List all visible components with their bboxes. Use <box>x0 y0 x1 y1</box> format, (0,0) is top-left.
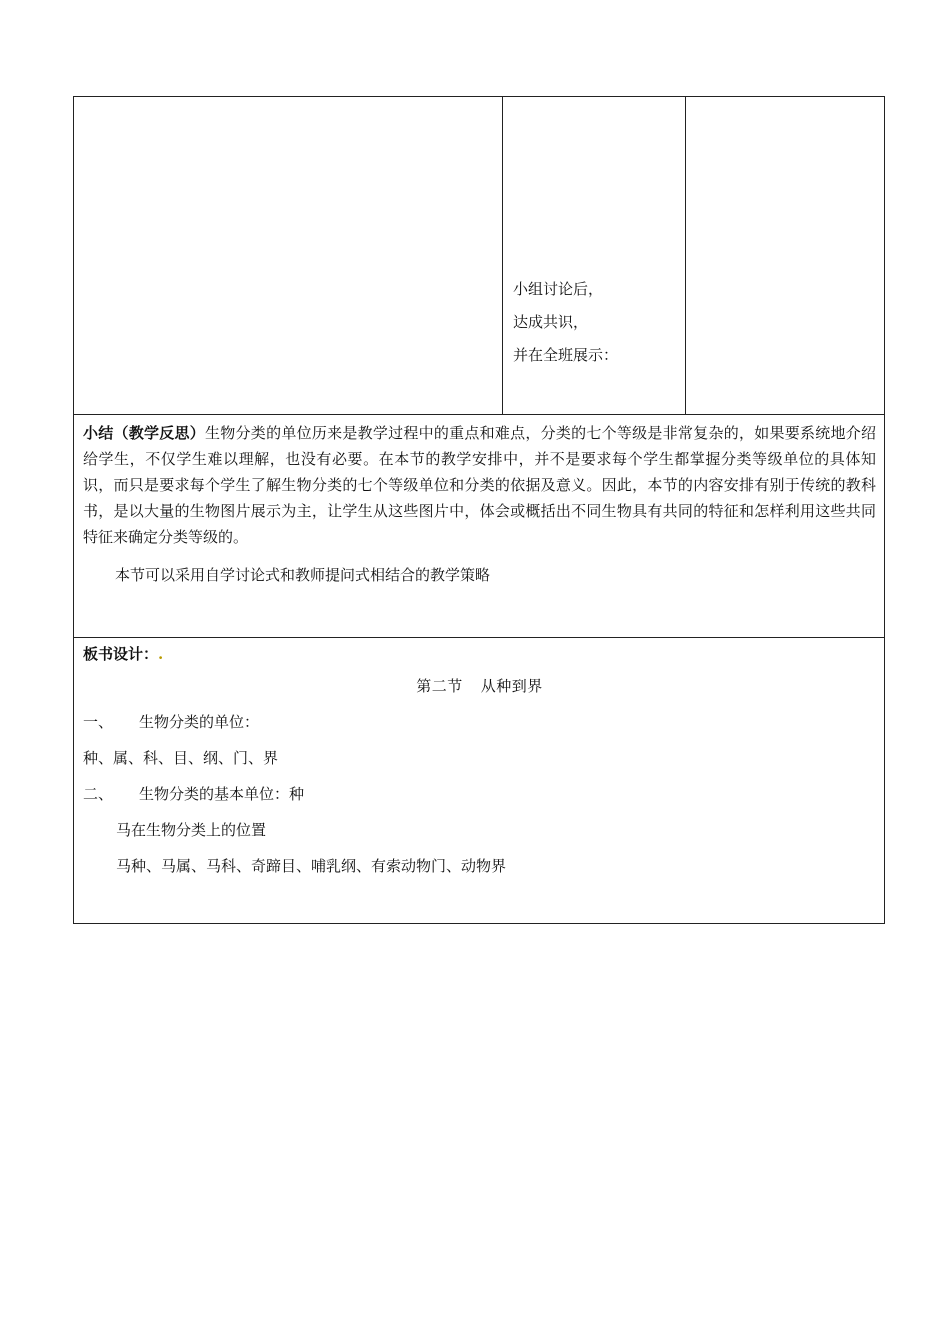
unit-list: 种、属、科、目、纲、门、界 <box>83 749 279 767</box>
board-design-section <box>74 638 884 923</box>
design-intent-cell <box>686 97 884 414</box>
horse-ranks: 马种、马属、马科、奇蹄目、哺乳纲、有索动物门、动物界 <box>116 857 507 875</box>
summary-strategy: 本节可以采用自学讨论式和教师提问式相结合的教学策略 <box>115 566 491 584</box>
marker-dot: . <box>158 645 164 663</box>
item-one-number: 一、 <box>83 713 114 731</box>
item-one-label: 生物分类的单位： <box>139 713 260 731</box>
discussion-line: 小组讨论后， <box>513 280 604 298</box>
summary-paragraph <box>83 420 876 550</box>
discussion-text <box>513 273 618 372</box>
section-number: 第二节 <box>416 677 463 695</box>
student-activity-cell <box>503 97 686 414</box>
horse-title: 马在生物分类上的位置 <box>116 821 267 839</box>
board-heading-line <box>83 642 876 666</box>
board-heading: 板书设计： <box>83 645 159 663</box>
discussion-line: 并在全班展示： <box>513 346 619 364</box>
teacher-activity-cell <box>74 97 503 414</box>
summary-section <box>74 415 884 638</box>
summary-heading: 小结（教学反思） <box>83 424 206 442</box>
item-one <box>83 704 876 740</box>
activity-row <box>74 97 884 415</box>
lesson-plan-table <box>73 96 885 924</box>
section-title <box>83 668 876 704</box>
item-two-number: 二、 <box>83 785 114 803</box>
discussion-line: 达成共识， <box>513 313 589 331</box>
item-two <box>83 776 876 812</box>
item-two-label: 生物分类的基本单位：种 <box>139 785 305 803</box>
section-name: 从种到界 <box>480 677 543 695</box>
summary-body: 生物分类的单位历来是教学过程中的重点和难点，分类的七个等级是非常复杂的，如果要系统地介绍给学生，不仅学生难以理解，也没有必要。在本节的教学安排中，并不是要求每个学生都掌握分类等级单位的具体知识，而只是要求每个学生了解生物分类的七个等级单位和分类的依据及意义。因此，本节的内容安排有别于传统的教科书，是以大量的生物图片展示为主，让学生从这些图片中，体会或概括出不同生物具有共同的特征和怎样利用这些共同特征来确定分类等级的。 <box>83 424 876 546</box>
